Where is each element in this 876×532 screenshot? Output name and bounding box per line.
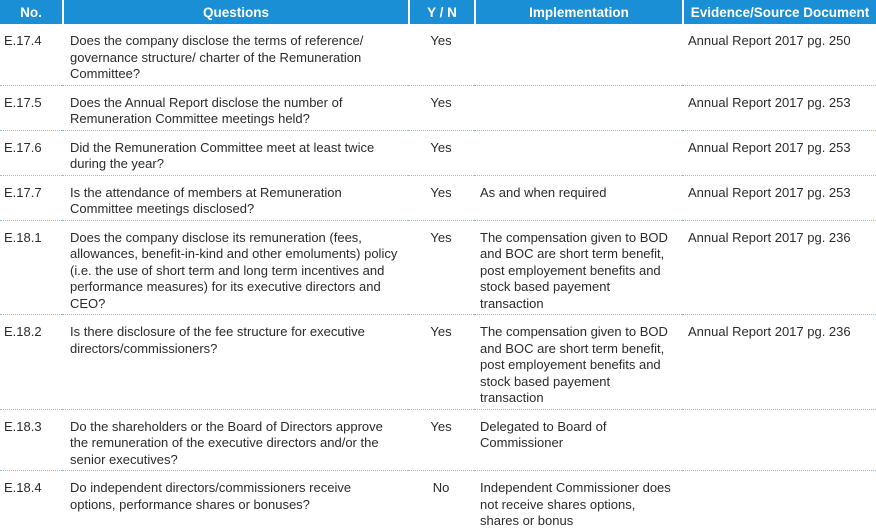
row-question: Does the Annual Report disclose the number of Remuneration Committee meetings held? <box>62 86 408 131</box>
row-question: Is there disclosure of the fee structure for executive directors/commissioners? <box>62 315 408 410</box>
row-yn: Yes <box>408 410 474 472</box>
row-yn: Yes <box>408 131 474 176</box>
row-implementation <box>474 131 682 176</box>
row-question: Does the company disclose its remuneration (fees, allowances, benefit-in-kind and other emoluments) policy (i.e. the use of short term and long term incentives and performance measures) for its executive directors and CEO? <box>62 221 408 316</box>
table-row <box>0 315 876 410</box>
row-yn: Yes <box>408 221 474 316</box>
header-implementation: Implementation <box>474 0 682 24</box>
table-body <box>0 24 876 532</box>
row-implementation: Independent Commissioner does not receive shares options, shares or bonus <box>480 480 671 528</box>
row-number: E.18.4 <box>4 480 42 495</box>
table-row <box>0 24 876 86</box>
row-yn: No <box>432 480 450 495</box>
table-row <box>0 221 876 316</box>
table-row <box>0 471 876 532</box>
row-evidence: Annual Report 2017 pg. 253 <box>682 176 876 221</box>
row-implementation: The compensation given to BOD and BOC are short term benefit, post employement benefits and stock based payement transaction <box>474 315 682 410</box>
row-implementation: As and when required <box>474 176 682 221</box>
row-evidence: Annual Report 2017 pg. 236 <box>682 315 876 410</box>
row-evidence <box>682 410 876 472</box>
row-question: Did the Remuneration Committee meet at least twice during the year? <box>62 131 408 176</box>
row-question: Do independent directors/commissioners receive options, performance shares or bonuses? <box>70 480 352 512</box>
row-evidence: Annual Report 2017 pg. 253 <box>682 86 876 131</box>
row-number: E.18.1 <box>0 221 62 316</box>
row-yn: Yes <box>408 24 474 86</box>
row-yn: Yes <box>408 86 474 131</box>
row-question: Do the shareholders or the Board of Directors approve the remuneration of the executive directors and/or the senior executives? <box>62 410 408 472</box>
row-implementation: Delegated to Board of Commissioner <box>474 410 682 472</box>
row-evidence: Annual Report 2017 pg. 253 <box>682 131 876 176</box>
header-no: No. <box>0 0 62 24</box>
row-evidence: Annual Report 2017 pg. 236 <box>682 221 876 316</box>
row-number: E.17.5 <box>0 86 62 131</box>
row-question: Is the attendance of members at Remuneration Committee meetings disclosed? <box>62 176 408 221</box>
row-evidence: Annual Report 2017 pg. 250 <box>682 24 876 86</box>
row-evidence <box>682 471 876 532</box>
row-yn: Yes <box>408 315 474 410</box>
row-number: E.17.6 <box>0 131 62 176</box>
header-yn: Y / N <box>408 0 474 24</box>
row-number: E.17.7 <box>0 176 62 221</box>
row-yn: Yes <box>408 176 474 221</box>
table-row <box>0 410 876 472</box>
row-number: E.18.3 <box>0 410 62 472</box>
row-implementation <box>474 24 682 86</box>
table-header <box>0 0 876 24</box>
header-questions: Questions <box>62 0 408 24</box>
row-number: E.17.4 <box>0 24 62 86</box>
row-number: E.18.2 <box>0 315 62 410</box>
header-evidence: Evidence/Source Document <box>682 0 876 24</box>
row-question: Does the company disclose the terms of reference/ governance structure/ charter of the Remuneration Committee? <box>62 24 408 86</box>
row-implementation <box>474 86 682 131</box>
table-row <box>0 86 876 131</box>
row-implementation: The compensation given to BOD and BOC are short term benefit, post employement benefits and stock based payement transaction <box>474 221 682 316</box>
table-row <box>0 131 876 176</box>
table-row <box>0 176 876 221</box>
